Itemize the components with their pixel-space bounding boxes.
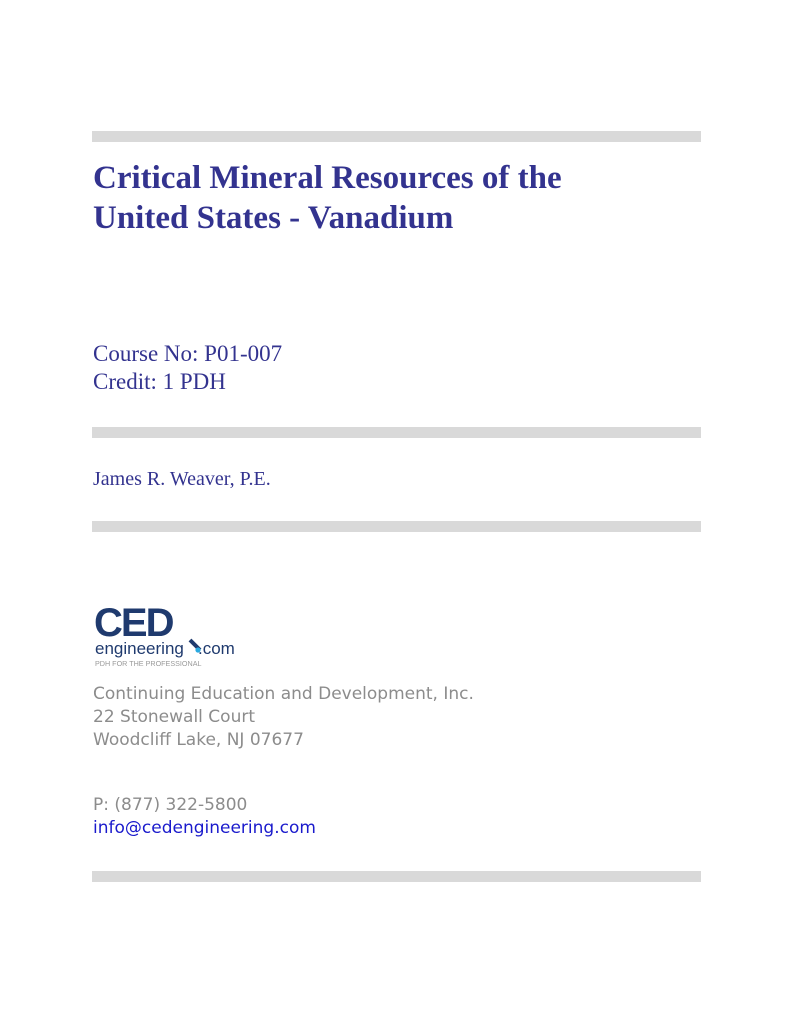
logo-suffix: .com: [198, 639, 235, 658]
company-address: [93, 683, 474, 752]
logo-mark: CED: [94, 601, 173, 645]
author-name: James R. Weaver, P.E.: [93, 468, 271, 490]
top-divider: [92, 131, 701, 142]
title-line-1: Critical Mineral Resources of the: [93, 160, 562, 196]
ced-engineering-logo: [94, 600, 254, 670]
title-line-2: United States - Vanadium: [93, 200, 454, 236]
address-line-2: Woodcliff Lake, NJ 07677: [93, 730, 304, 750]
logo-tagline: PDH FOR THE PROFESSIONAL: [95, 659, 202, 668]
email-link[interactable]: info@cedengineering.com: [93, 818, 316, 838]
logo-wordmark: engineering: [95, 639, 184, 658]
course-credit: Credit: 1 PDH: [93, 369, 226, 394]
divider-after-author: [92, 521, 701, 532]
company-name: Continuing Education and Development, Inc.: [93, 684, 474, 704]
phone-number: P: (877) 322-5800: [93, 795, 248, 815]
contact-info: [93, 794, 316, 840]
document-title: [93, 158, 703, 238]
course-info: [93, 340, 282, 396]
address-line-1: 22 Stonewall Court: [93, 707, 255, 727]
bottom-divider: [92, 871, 701, 882]
divider-after-course: [92, 427, 701, 438]
course-number: Course No: P01-007: [93, 341, 283, 366]
